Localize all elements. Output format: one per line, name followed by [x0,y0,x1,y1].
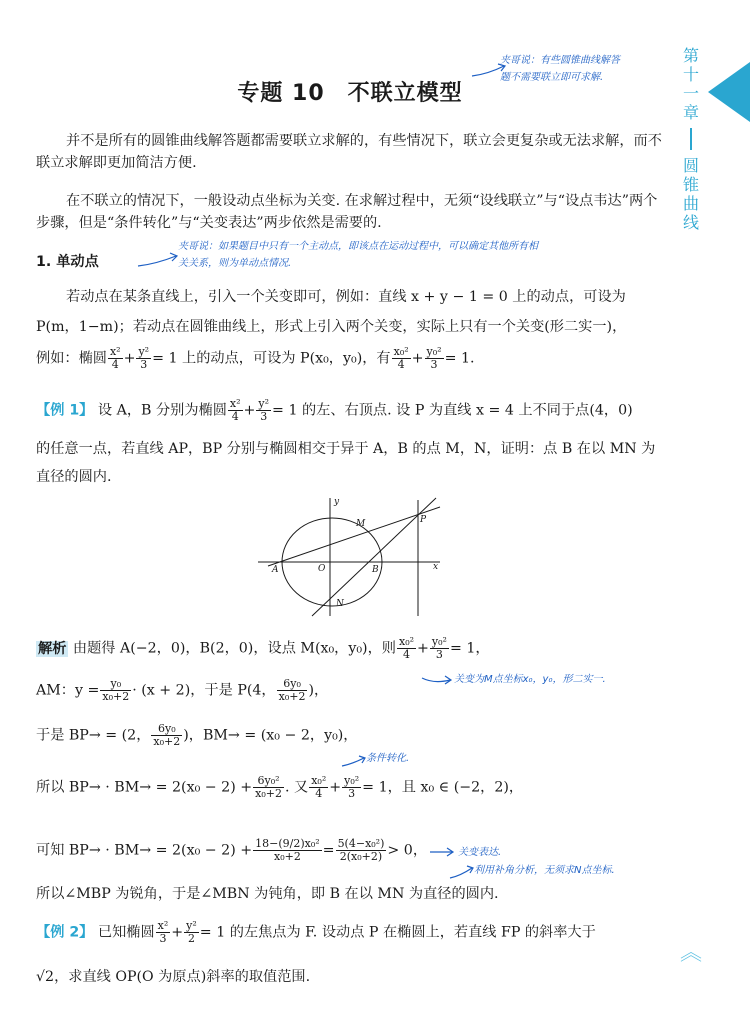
numerator: y₀ [100,678,131,691]
paragraph-line: 若动点在某条直线上，引入一个关变即可，例如：直线 x + y − 1 = 0 上的动点，可设为 [66,289,626,305]
fraction [100,678,131,703]
numerator: y₀² [431,635,447,648]
text-run: = 1. [444,350,475,367]
denominator: 3 [260,410,268,423]
numerator: 6y₀ [277,678,308,691]
text-run: = 1 上的动点，可设为 P(x₀，y₀)，有 [152,350,391,367]
denominator: 4 [111,358,119,371]
sidebar-char: 线 [682,213,699,232]
denominator: 3 [159,932,167,945]
fraction [430,636,449,661]
denominator: x₀+2 [153,735,181,748]
sidebar-char: 圆 [682,156,699,175]
denominator: 3 [140,358,148,371]
paragraph-intro: 并不是所有的圆锥曲线解答题都需要联立求解的，有些情况下，联立会更复杂或无法求解，而不联立求解即更加简洁方便. [36,133,662,171]
label-n: N [336,599,344,609]
solution-line: 解析 由题得 A(−2，0)，B(2，0)，设点 M(x₀，y₀)，则 $\frac{\text{x₀²}}{4}$ + $\frac{\text{y₀²}}{3}$ = 1， [38,635,490,661]
label-y: y [334,497,340,507]
numerator: x² [157,919,169,932]
denominator: x₀+2 [278,690,306,703]
text-run: = 1，且 x₀ ∈ (−2，2)， [362,779,524,796]
fraction [309,775,328,800]
text-run: 于是 BP→ = (2， [36,727,151,744]
note-margin: 条件转化. [366,753,410,764]
text-run: = 1 的左、右顶点. 设 P 为直线 x = 4 上不同于点(4，0) [272,402,633,419]
fraction [156,920,171,945]
numerator: 5(4−x₀²) [337,837,385,850]
sidebar-char: 曲 [682,194,699,213]
denominator: 4 [403,648,410,661]
denominator: x₀+2 [102,690,130,703]
solution-line: 所以∠MBP 为锐角，于是∠MBN 为钝角，即 B 在以 MN 为直径的圆内. [36,886,499,902]
text-run: = [322,842,335,859]
denominator: 3 [348,787,356,800]
text-run: . 又 [284,779,309,796]
text-run: )，BM→ = (x₀ − 2，y₀)， [183,727,358,744]
numerator: x² [229,397,241,410]
fraction [253,838,322,863]
numerator: y₀² [426,345,442,358]
section-heading: 1. 单动点 [36,254,99,270]
example-label: 【例 2】 [36,924,94,941]
label-o: O [318,564,326,574]
denominator: 4 [231,410,239,423]
paragraph-method: 在不联立的情况下，一般设动点坐标为关变. 在求解过程中，无须“设线联立”与“设点韦达”两个步骤，但是“条件转化”与“关变表达”两步依然是需要的. [36,193,658,231]
text-run: = 1 的左焦点为 F. 设动点 P 在椭圆上，若直线 FP 的斜率大于 [199,924,596,941]
denominator: 2(x₀+2) [339,850,383,863]
note-arrow-icon [136,248,182,272]
fraction [392,346,411,371]
sidebar-char: 一 [682,84,699,103]
paragraph-line: P(m，1−m)；若动点在圆锥曲线上，形式上引入两个关变，实际上只有一个关变(形二实一)， [36,319,627,335]
label-p: P [420,515,427,525]
sidebar-char: 章 [682,103,699,122]
line-bp [312,498,439,616]
text-run: 例如：椭圆 [36,350,107,367]
numerator: y² [138,345,150,358]
fraction [277,678,308,703]
fraction [228,398,243,423]
fraction [342,775,361,800]
numerator: 18−(9/2)x₀² [255,837,320,850]
sidebar-char: 锥 [682,175,699,194]
sidebar-char: 第 [682,46,699,65]
example-1-line: 【例 1】 设 A，B 分别为椭圆 $\frac{\text{x²}}{4}$ + $\frac{\text{y²}}{3}$ = 1 的左、右顶点. 设 P 为直线 x = 4 上不同于点(4，0) [36,397,633,423]
fraction [425,346,444,371]
fraction [108,346,123,371]
text-run: )， [308,682,329,699]
numerator: x₀² [311,774,327,787]
fraction [397,636,416,661]
double-chevron-up-icon[interactable]: ︽ [680,941,703,966]
note-margin: 利用补角分析，无须求N点坐标. [474,865,615,876]
label-m: M [356,519,366,529]
note-arrow-icon [420,672,456,688]
note-line: 夹哥说：有些圆锥曲线解答 [500,55,620,66]
page-title: 专题 10 不联立模型 [237,81,463,106]
numerator: y² [258,397,270,410]
note-margin: 关变为M点坐标x₀，y₀，形二实一. [454,674,606,685]
note-arrow-icon [428,844,458,860]
line-ap [268,507,440,566]
text-run: 已知椭圆 [97,924,155,941]
note-line: 夹哥说：如果题目中只有一个主动点，即该点在运动过程中，可以确定其他所有相 [178,241,538,252]
example-label: 【例 1】 [36,402,94,419]
sidebar-divider [690,128,692,150]
solution-line: 所以 BP→ · BM→ = 2(x₀ − 2) + $\frac{\text{6y₀²}}{\text{x₀+2}}$ . 又 $\frac{\text{x₀²}}{4}$ + $\frac{\text{y₀²}}{3}$ = 1，且 x₀ ∈ (−2，2)， [36,774,524,800]
fraction [256,398,271,423]
numerator: x₀² [398,635,415,648]
fraction [253,775,284,800]
numerator: x₀² [393,345,409,358]
label-b: B [372,565,379,575]
text-run: · (x + 2)，于是 P(4， [132,682,276,699]
note-section [178,238,678,272]
denominator: 3 [430,358,438,371]
text-run: AM：y = [36,682,100,699]
fraction [136,346,151,371]
chapter-sidebar [676,46,706,232]
numerator: y₀² [344,774,360,787]
numerator: y² [186,919,197,932]
sidebar-char: 十 [682,65,699,84]
solution-line [36,838,666,863]
label-a: A [272,565,279,575]
denominator: 4 [315,787,323,800]
numerator: 6y₀ [151,723,182,736]
solution-line [36,723,666,748]
ellipse-figure [250,492,450,620]
denominator: x₀+2 [255,787,282,800]
text-run: 由题得 A(−2，0)，B(2，0)，设点 M(x₀，y₀)，则 [72,640,396,657]
fraction [151,723,182,748]
example-1-line: 直径的圆内. [36,469,112,485]
note-top-right [500,52,670,86]
text-run: 设 A，B 分别为椭圆 [97,402,227,419]
example-2-line: 【例 2】 已知椭圆 $\frac{\text{x²}}{3}$ + $\frac{\text{y²}}{2}$ = 1 的左焦点为 F. 设动点 P 在椭圆上，若直线 FP 的斜率大于 [36,919,596,945]
numerator: x² [109,345,121,358]
fraction [336,838,387,863]
denominator: 3 [435,648,443,661]
note-margin: 关变表达. [458,847,502,858]
note-line: 关关系，则为单动点情况. [178,258,292,269]
note-line: 题不需要联立即可求解. [500,72,604,83]
text-run: > 0， [387,842,428,859]
paragraph-line: 例如：椭圆 $\frac{\text{x²}}{4}$ + $\frac{\text{y²}}{3}$ = 1 上的动点，可设为 P(x₀，y₀)，有 $\frac{\text{x₀²}}{4}$ + $\frac{\text{y₀²}}{3}$ = 1. [36,345,475,371]
denominator: x₀+2 [273,850,301,863]
text-run: 所以 BP→ · BM→ = 2(x₀ − 2) + [36,779,253,796]
numerator: 6y₀² [253,775,284,788]
example-1-line: 的任意一点，若直线 AP，BP 分别与椭圆相交于异于 A，B 的点 M，N，证明：点 B 在以 MN 为 [36,441,656,457]
label-x: x [433,562,439,572]
solution-label: 解析 [38,640,67,657]
denominator: 4 [397,358,405,371]
chapter-tab [708,62,750,122]
fraction [184,920,199,945]
example-2-line: √2，求直线 OP(O 为原点)斜率的取值范围. [36,969,311,985]
text-run: = 1， [449,640,490,657]
text-run: 可知 BP→ · BM→ = 2(x₀ − 2) + [36,842,253,859]
denominator: 2 [187,932,195,945]
